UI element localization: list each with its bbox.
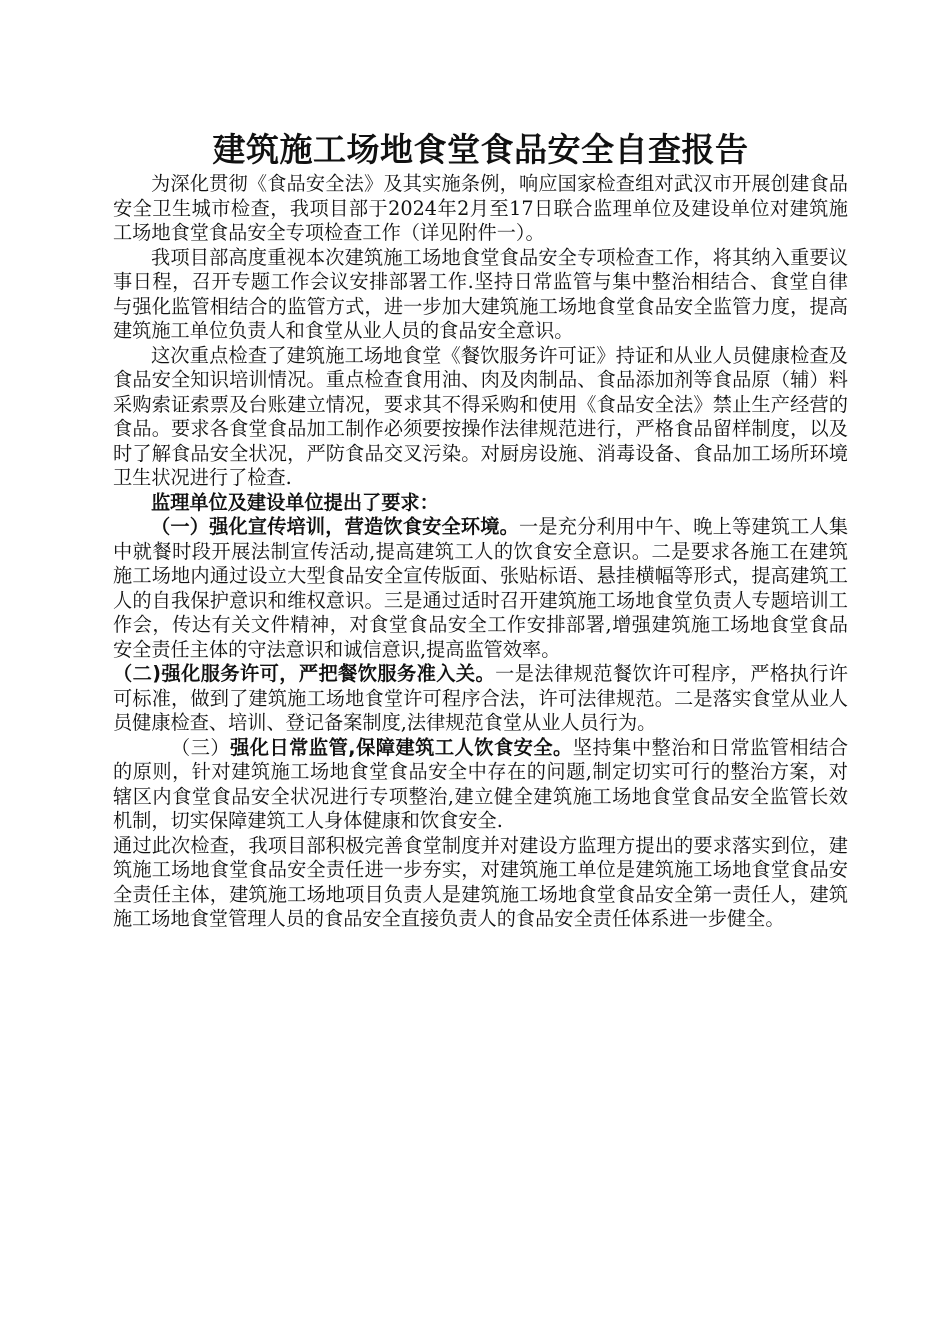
- paragraph-conclusion: 通过此次检查，我项目部积极完善食堂制度并对建设方监理方提出的要求落实到位，建筑施工场地食堂食品安全责任进一步夯实，对建筑施工单位是建筑施工场地食堂食品安全责任主体，建筑施工场地项目负责人是建筑施工场地食堂食品安全第一责任人，建筑施工场地食堂管理人员的食品安全直接负责人的食品安全责任体系进一步健全。: [113, 833, 848, 930]
- requirements-heading: 监理单位及建设单位提出了要求：: [151, 490, 439, 514]
- section-two: [113, 662, 848, 736]
- section-two-body: 一是法律规范餐饮许可程序，严格执行许可标准，做到了建筑施工场地食堂许可程序合法，许可法律规范。二是落实食堂从业人员健康检查、培训、登记备案制度,法律规范食堂从业人员行为。: [113, 662, 848, 734]
- paragraph-intro: 为深化贯彻《食品安全法》及其实施条例，响应国家检查组对武汉市开展创建食品安全卫生城市检查，我项目部于2024年2月至17日联合监理单位及建设单位对建筑施工场地食堂食品安全专项检查工作（详见附件一）。: [113, 172, 848, 244]
- section-three-body: 坚持集中整治和日常监管相结合的原则，针对建筑施工场地食堂食品安全中存在的问题,制定切实可行的整治方案，对辖区内食堂食品安全状况进行专项整治,建立健全建筑施工场地食堂食品安全监管长效机制，切实保障建筑工人身体健康和饮食安全.: [113, 735, 848, 832]
- section-three-heading: 强化日常监管,保障建筑工人饮食安全。: [230, 735, 573, 759]
- paragraph-importance: 我项目部高度重视本次建筑施工场地食堂食品安全专项检查工作，将其纳入重要议事日程，召开专题工作会议安排部署工作.坚持日常监管与集中整治相结合、食堂自律与强化监管相结合的监管方式，进一步加大建筑施工场地食堂食品安全监管力度，提高建筑施工单位负责人和食堂从业人员的食品安全意识。: [113, 245, 848, 342]
- document-page: [113, 128, 848, 932]
- section-one: [113, 515, 848, 662]
- paragraph-inspection-focus: 这次重点检查了建筑施工场地食堂《餐饮服务许可证》持证和从业人员健康检查及食品安全知识培训情况。重点检查食用油、肉及肉制品、食品添加剂等食品原（辅）料采购索证索票及台账建立情况，要求其不得采购和使用《食品安全法》禁止生产经营的食品。要求各食堂食品加工制作必须要按操作法律规范进行，严格食品留样制度，以及时了解食品安全状况，严防食品交叉污染。对厨房设施、消毒设备、食品加工场所环境卫生状况进行了检查.: [113, 343, 848, 489]
- section-three: [113, 736, 848, 834]
- section-one-heading: （一）强化宣传培训，营造饮食安全环境。: [151, 515, 519, 538]
- section-three-prefix: （三）: [171, 735, 231, 759]
- document-title: 建筑施工场地食堂食品安全自查报告: [212, 130, 749, 169]
- section-two-heading: （二)强化服务许可，严把餐饮服务准入关。: [113, 662, 496, 685]
- section-one-body: 一是充分利用中午、晚上等建筑工人集中就餐时段开展法制宣传活动,提高建筑工人的饮食安全意识。二是要求各施工在建筑施工场地内通过设立大型食品安全宣传版面、张贴标语、悬挂横幅等形式，提高建筑工人的自我保护意识和维权意识。三是通过适时召开建筑施工场地食堂负责人专题培训工作会，传达有关文件精神，对食堂食品安全工作安排部署,增强建筑施工场地食堂食品安全责任主体的守法意识和诚信意识,提高监管效率。: [113, 515, 849, 661]
